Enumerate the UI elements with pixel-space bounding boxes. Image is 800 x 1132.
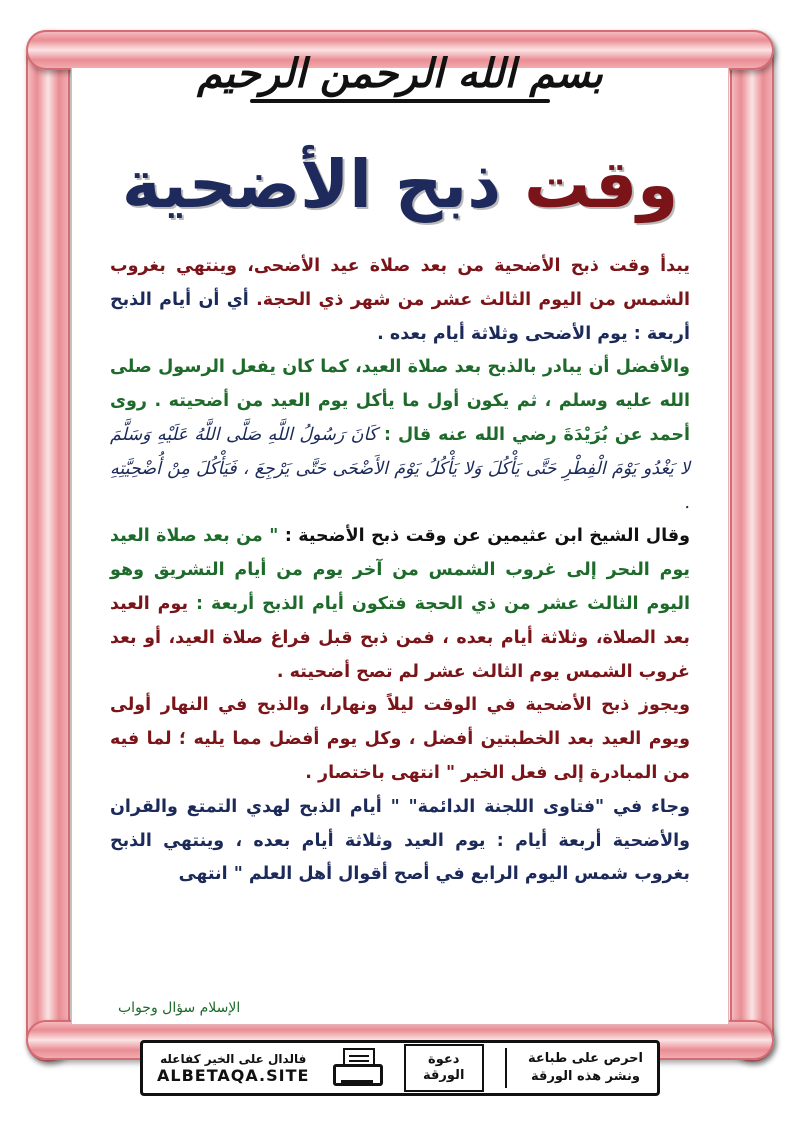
logo-line: الورقة xyxy=(423,1068,465,1083)
page-title xyxy=(0,142,800,228)
printer-slot xyxy=(341,1080,373,1086)
paragraph xyxy=(110,689,690,790)
title-word-navy: ذبح الأضحية xyxy=(121,146,502,223)
paragraph-text: وقال الشيخ ابن عثيمين عن وقت ذبح الأضحية : xyxy=(284,526,691,547)
footer-divider xyxy=(505,1048,507,1088)
hadith-quote: كَانَ رَسُولُ اللَّهِ صَلَّى اللَّهُ عَلَيْهِ وَسَلَّمَ لا يَغْدُو يَوْمَ الْفِطْرِ حَتَّى يَأْكُلَ وَلا يَأْكُلُ يَوْمَ الأَضْحَى حَتَّى يَرْجِعَ ، فَيَأْكُلَ مِنْ أُضْحِيَّتِهِ . xyxy=(110,424,690,513)
title-word-red: وقت xyxy=(524,146,679,223)
paragraph-text: " من بعد صلاة العيد يوم النحر إلى غروب الشمس من آخر يوم من أيام التشريق وهو اليوم الثالث عشر من ذي الحجة فتكون أيام الذبح أربعة : xyxy=(110,526,690,614)
article-body xyxy=(110,250,690,892)
paragraph-text: أي أن أيام الذبح أربعة : يوم الأضحى وثلاثة أيام بعده . xyxy=(110,289,690,344)
site-url-link[interactable]: ALBETAQA.SITE xyxy=(157,1065,310,1085)
site-block xyxy=(157,1052,309,1085)
paragraph xyxy=(110,791,690,892)
basmala-calligraphy xyxy=(0,50,800,103)
site-caption: فالدال على الخير كفاعله xyxy=(160,1051,307,1066)
basmala-underline xyxy=(250,99,550,103)
print-note-line: ونشر هذه الورقة xyxy=(531,1069,640,1084)
print-note-line: احرص على طباعة xyxy=(528,1051,643,1066)
paragraph xyxy=(110,520,690,689)
footer-bar xyxy=(140,1040,660,1096)
paragraph-text: وجاء في "فتاوى اللجنة الدائمة" " أيام الذبح لهدي التمتع والقران والأضحية أربعة أيام : يوم العيد وثلاثة أيام بعده ، وينتهي الذبح بغروب شمس اليوم الرابع في أصح أقوال أهل العلم " انتهى xyxy=(110,796,690,885)
source-attribution: الإسلام سؤال وجواب xyxy=(118,1000,241,1016)
printer-icon xyxy=(331,1048,383,1088)
logo-line: دعوة xyxy=(428,1052,460,1067)
paragraph-text: والأفضل أن يبادر بالذبح بعد صلاة العيد، كما كان يفعل الرسول صلى الله عليه وسلم ، ثم يكون أول ما يأكل يوم العيد من أضحيته . روى أحمد عن بُرَيْدَةَ رضي الله عنه قال : xyxy=(110,357,690,445)
dawat-alwaraqa-logo xyxy=(404,1044,484,1092)
print-note xyxy=(528,1050,643,1086)
basmala-text: بسم الله الرحمن الرحيم xyxy=(197,50,603,97)
paragraph xyxy=(110,351,690,520)
paragraph-text: ويجوز ذبح الأضحية في الوقت ليلاً ونهارا، والذبح في النهار أولى ويوم العيد بعد الخطبتين أفضل ، وكل يوم أفضل مما يليه ؛ لما فيه من المبادرة إلى فعل الخير " انتهى باختصار . xyxy=(110,695,690,783)
paragraph-text: يبدأ وقت ذبح الأضحية من بعد صلاة عيد الأضحى، وينتهي بغروب الشمس من اليوم الثالث عشر من شهر ذي الحجة. xyxy=(110,256,690,310)
paragraph-text: يوم العيد بعد الصلاة، وثلاثة أيام بعده ، فمن ذبح قبل فراغ صلاة العيد، أو بعد غروب الشمس يوم الثالث عشر لم تصح أضحيته . xyxy=(110,593,690,682)
paragraph xyxy=(110,250,690,351)
